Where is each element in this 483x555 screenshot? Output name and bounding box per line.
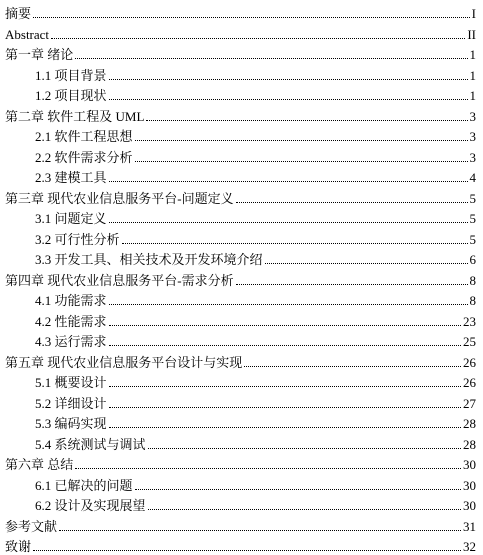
toc-dot-leader [109, 407, 461, 408]
toc-section-entry[interactable] [0, 83, 483, 103]
toc-dot-leader [135, 489, 461, 490]
toc-page-number[interactable]: 26 [463, 375, 476, 390]
toc-dot-leader [109, 325, 461, 326]
toc-page-number[interactable]: 3 [469, 108, 476, 124]
toc-section-entry[interactable] [0, 411, 483, 431]
toc-dot-leader [75, 58, 467, 59]
toc-entry-title[interactable]: 4.1 功能需求 [35, 293, 107, 308]
toc-page-number[interactable]: 30 [463, 457, 476, 472]
toc-dot-leader [122, 243, 468, 244]
toc-entry-title[interactable]: 第二章 软件工程及 UML [5, 108, 145, 124]
toc-entry-title[interactable]: 3.2 可行性分析 [35, 231, 120, 247]
toc-dot-leader [135, 161, 468, 162]
toc-page-number[interactable]: 1 [469, 67, 476, 83]
toc-dot-leader [109, 99, 468, 100]
toc-entry-title[interactable]: 致谢 [5, 539, 32, 554]
toc-page-number[interactable]: 25 [463, 334, 476, 349]
toc-page-number[interactable]: 1 [469, 47, 476, 62]
toc-page-number[interactable]: 5 [469, 190, 476, 206]
toc-page-number[interactable]: 30 [463, 477, 476, 493]
toc-chapter-entry[interactable] [0, 42, 483, 62]
toc-section-entry[interactable] [0, 63, 483, 83]
toc-entry-title[interactable]: 5.2 详细设计 [35, 395, 107, 411]
toc-page-number[interactable]: 3 [469, 149, 476, 165]
toc-page-number[interactable]: 8 [469, 293, 476, 308]
toc-dot-leader [109, 304, 468, 305]
toc-page-number[interactable]: 28 [463, 436, 476, 452]
toc-section-entry[interactable] [0, 473, 483, 493]
toc-entry-title[interactable]: 第一章 绪论 [5, 47, 74, 62]
toc-entry-title[interactable]: 第六章 总结 [5, 457, 74, 472]
toc-page-number[interactable]: 8 [469, 272, 476, 288]
toc-entry-title[interactable]: 5.1 概要设计 [35, 375, 107, 390]
toc-entry-title[interactable]: 1.1 项目背景 [35, 67, 107, 83]
toc-entry-title[interactable]: 6.1 已解决的问题 [35, 477, 133, 493]
toc-dot-leader [109, 345, 461, 346]
toc-entry-title[interactable]: 第五章 现代农业信息服务平台设计与实现 [5, 354, 243, 370]
toc-page-number[interactable]: 6 [469, 252, 476, 267]
toc-entry-title[interactable]: 3.1 问题定义 [35, 211, 107, 226]
toc-section-entry[interactable] [0, 247, 483, 267]
toc-dot-leader [148, 448, 461, 449]
toc-entry-title[interactable]: 3.3 开发工具、相关技术及开发环境介绍 [35, 252, 263, 267]
toc-entry-title[interactable]: 4.3 运行需求 [35, 334, 107, 349]
toc-section-entry[interactable] [0, 432, 483, 452]
toc-chapter-entry[interactable] [0, 22, 483, 42]
toc-page-number[interactable]: I [471, 6, 476, 21]
toc-dot-leader [109, 427, 461, 428]
toc-page-number[interactable]: 30 [463, 498, 476, 513]
toc-entry-title[interactable]: 2.2 软件需求分析 [35, 149, 133, 165]
toc-dot-leader [59, 530, 461, 531]
toc-dot-leader [109, 181, 468, 182]
toc-section-entry[interactable] [0, 493, 483, 513]
toc-entry-title[interactable]: 第三章 现代农业信息服务平台-问题定义 [5, 190, 234, 206]
toc-chapter-entry[interactable] [0, 186, 483, 206]
toc-section-entry[interactable] [0, 124, 483, 144]
toc-dot-leader [146, 120, 467, 121]
toc-page-number[interactable]: 1 [469, 88, 476, 103]
toc-dot-leader [51, 38, 465, 39]
toc-page-number[interactable]: 31 [463, 518, 476, 534]
toc-dot-leader [33, 550, 461, 551]
toc-page-number[interactable]: 5 [469, 231, 476, 247]
toc-page-number[interactable]: 4 [469, 170, 476, 185]
toc-dot-leader [109, 386, 461, 387]
toc-entry-title[interactable]: Abstract [5, 26, 50, 42]
toc-page-number[interactable]: II [467, 26, 476, 42]
toc-chapter-entry[interactable] [0, 534, 483, 554]
toc-entry-title[interactable]: 6.2 设计及实现展望 [35, 498, 146, 513]
toc-chapter-entry[interactable] [0, 514, 483, 534]
toc-section-entry[interactable] [0, 206, 483, 226]
toc-section-entry[interactable] [0, 165, 483, 185]
toc-chapter-entry[interactable] [0, 1, 483, 21]
toc-dot-leader [33, 17, 470, 18]
toc-page-number[interactable]: 3 [469, 129, 476, 144]
toc-chapter-entry[interactable] [0, 452, 483, 472]
toc-page-number[interactable]: 27 [463, 395, 476, 411]
toc-page-number[interactable]: 5 [469, 211, 476, 226]
toc-entry-title[interactable]: 第四章 现代农业信息服务平台-需求分析 [5, 272, 234, 288]
toc-chapter-entry[interactable] [0, 268, 483, 288]
toc-dot-leader [236, 202, 468, 203]
toc-section-entry[interactable] [0, 227, 483, 247]
toc-dot-leader [75, 468, 461, 469]
toc-entry-title[interactable]: 1.2 项目现状 [35, 88, 107, 103]
toc-entry-title[interactable]: 5.4 系统测试与调试 [35, 436, 146, 452]
toc-entry-title[interactable]: 5.3 编码实现 [35, 416, 107, 431]
toc-dot-leader [244, 366, 461, 367]
toc-section-entry[interactable] [0, 329, 483, 349]
toc-dot-leader [265, 263, 468, 264]
toc-section-entry[interactable] [0, 370, 483, 390]
toc-section-entry[interactable] [0, 288, 483, 308]
toc-entry-title[interactable]: 摘要 [5, 6, 32, 21]
toc-page-number[interactable]: 23 [463, 313, 476, 329]
toc-entry-title[interactable]: 参考文献 [5, 518, 58, 534]
toc-dot-leader [236, 284, 468, 285]
toc-section-entry[interactable] [0, 309, 483, 329]
toc-entry-title[interactable]: 4.2 性能需求 [35, 313, 107, 329]
toc-chapter-entry[interactable] [0, 104, 483, 124]
toc-section-entry[interactable] [0, 145, 483, 165]
toc-dot-leader [135, 140, 468, 141]
toc-dot-leader [109, 222, 468, 223]
toc-page-number[interactable]: 32 [463, 539, 476, 554]
toc-entry-title[interactable]: 2.1 软件工程思想 [35, 129, 133, 144]
toc-dot-leader [148, 509, 461, 510]
toc-page-number[interactable]: 26 [463, 354, 476, 370]
toc-dot-leader [109, 79, 468, 80]
toc-section-entry[interactable] [0, 391, 483, 411]
toc-chapter-entry[interactable] [0, 350, 483, 370]
toc-page-number[interactable]: 28 [463, 416, 476, 431]
toc-entry-title[interactable]: 2.3 建模工具 [35, 170, 107, 185]
